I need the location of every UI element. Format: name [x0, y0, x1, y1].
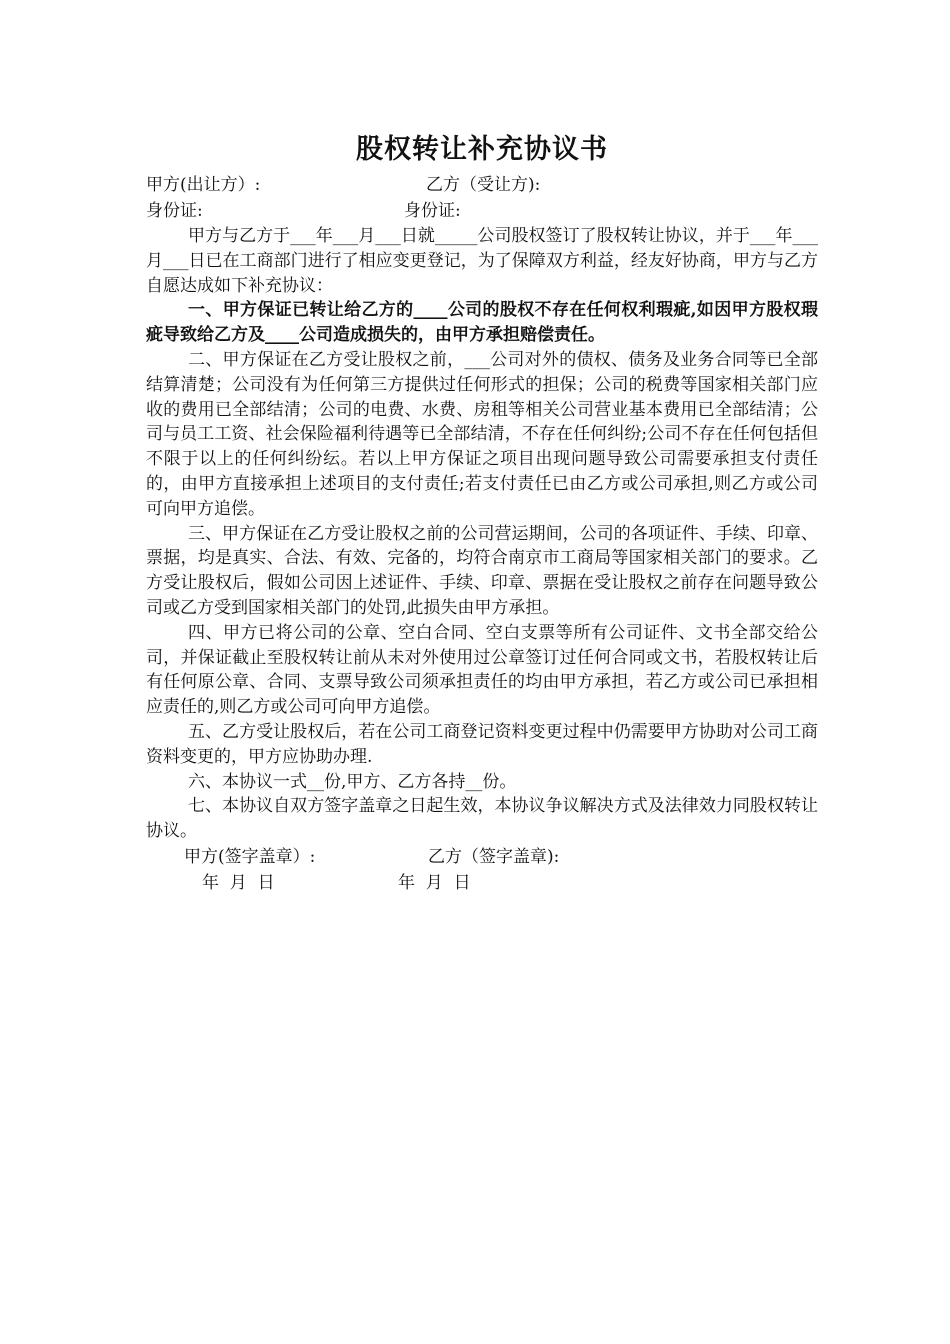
clause-4: 四、甲方已将公司的公章、空白合同、空白支票等所有公司证件、文书全部交给公司，并保证截止至股权转让前从未对外使用过公章签订过任何合同或文书，若股权转让后有任何原公章、合同、支票导致公司须承担责任的均由甲方承担，若乙方或公司已承担相应责任的,则乙方或公司可向甲方追偿。	[146, 622, 818, 718]
intro-paragraph: 甲方与乙方于___年___月___日就_____公司股权签订了股权转让协议，并于___年___月___日已在工商部门进行了相应变更登记，为了保障双方利益，经友好协商，甲方与乙方自愿达成如下补充协议：	[146, 226, 818, 296]
document-title: 股权转让补充协议书	[356, 134, 608, 165]
clause-7: 七、本协议自双方签字盖章之日起生效，本协议争议解决方式及法律效力同股权转让协议。	[146, 796, 818, 842]
agreement-body	[146, 132, 818, 896]
clause-3: 三、甲方保证在乙方受让股权之前的公司营运期间，公司的各项证件、手续、印章、票据，均是真实、合法、有效、完备的，均符合南京市工商局等国家相关部门的要求。乙方受让股权后，假如公司因上述证件、手续、印章、票据在受让股权之前存在问题导致公司或乙方受到国家相关部门的处罚,此损失由甲方承担。	[146, 523, 818, 618]
id-b-label: 身份证:	[404, 201, 461, 221]
party-a-label: 甲方(出让方）:	[146, 175, 261, 195]
clause-6: 六、本协议一式__份,甲方、乙方各持__份。	[188, 771, 517, 792]
id-row	[146, 198, 818, 224]
date-b: 年 月 日	[398, 872, 471, 893]
date-a: 年 月 日	[202, 872, 275, 893]
party-b-label: 乙方（受让方):	[426, 175, 541, 195]
clause-2: 二、甲方保证在乙方受让股权之前，___公司对外的债权、债务及业务合同等已全部结算清楚；公司没有为任何第三方提供过任何形式的担保；公司的税费等国家相关部门应收的费用已全部结清；公司的电费、水费、房租等相关公司营业基本费用已全部结清；公司与员工工资、社会保险福利待遇等已全部结清，不存在任何纠纷;公司不存在任何包括但不限于以上的任何纠纷纭。若以上甲方保证之项目出现问题导致公司需要承担支付责任的，由甲方直接承担上述项目的支付责任;若支付责任已由乙方或公司承担,则乙方或公司可向甲方追偿。	[146, 349, 818, 519]
id-a-label: 身份证:	[146, 201, 203, 221]
sign-a-label: 甲方(签字盖章）:	[184, 846, 316, 867]
clause-5: 五、乙方受让股权后，若在公司工商登记资料变更过程中仍需要甲方协助对公司工商资料变更的，甲方应协助办理.	[146, 721, 818, 767]
party-row	[146, 172, 818, 198]
sign-b-label: 乙方（签字盖章):	[428, 846, 560, 867]
clause-1: 一、甲方保证已转让给乙方的____公司的股权不存在任何权利瑕疵,如因甲方股权瑕疵导致给乙方及____公司造成损失的，由甲方承担赔偿责任。	[146, 300, 818, 346]
signature-row	[146, 844, 818, 870]
date-row	[146, 870, 818, 896]
